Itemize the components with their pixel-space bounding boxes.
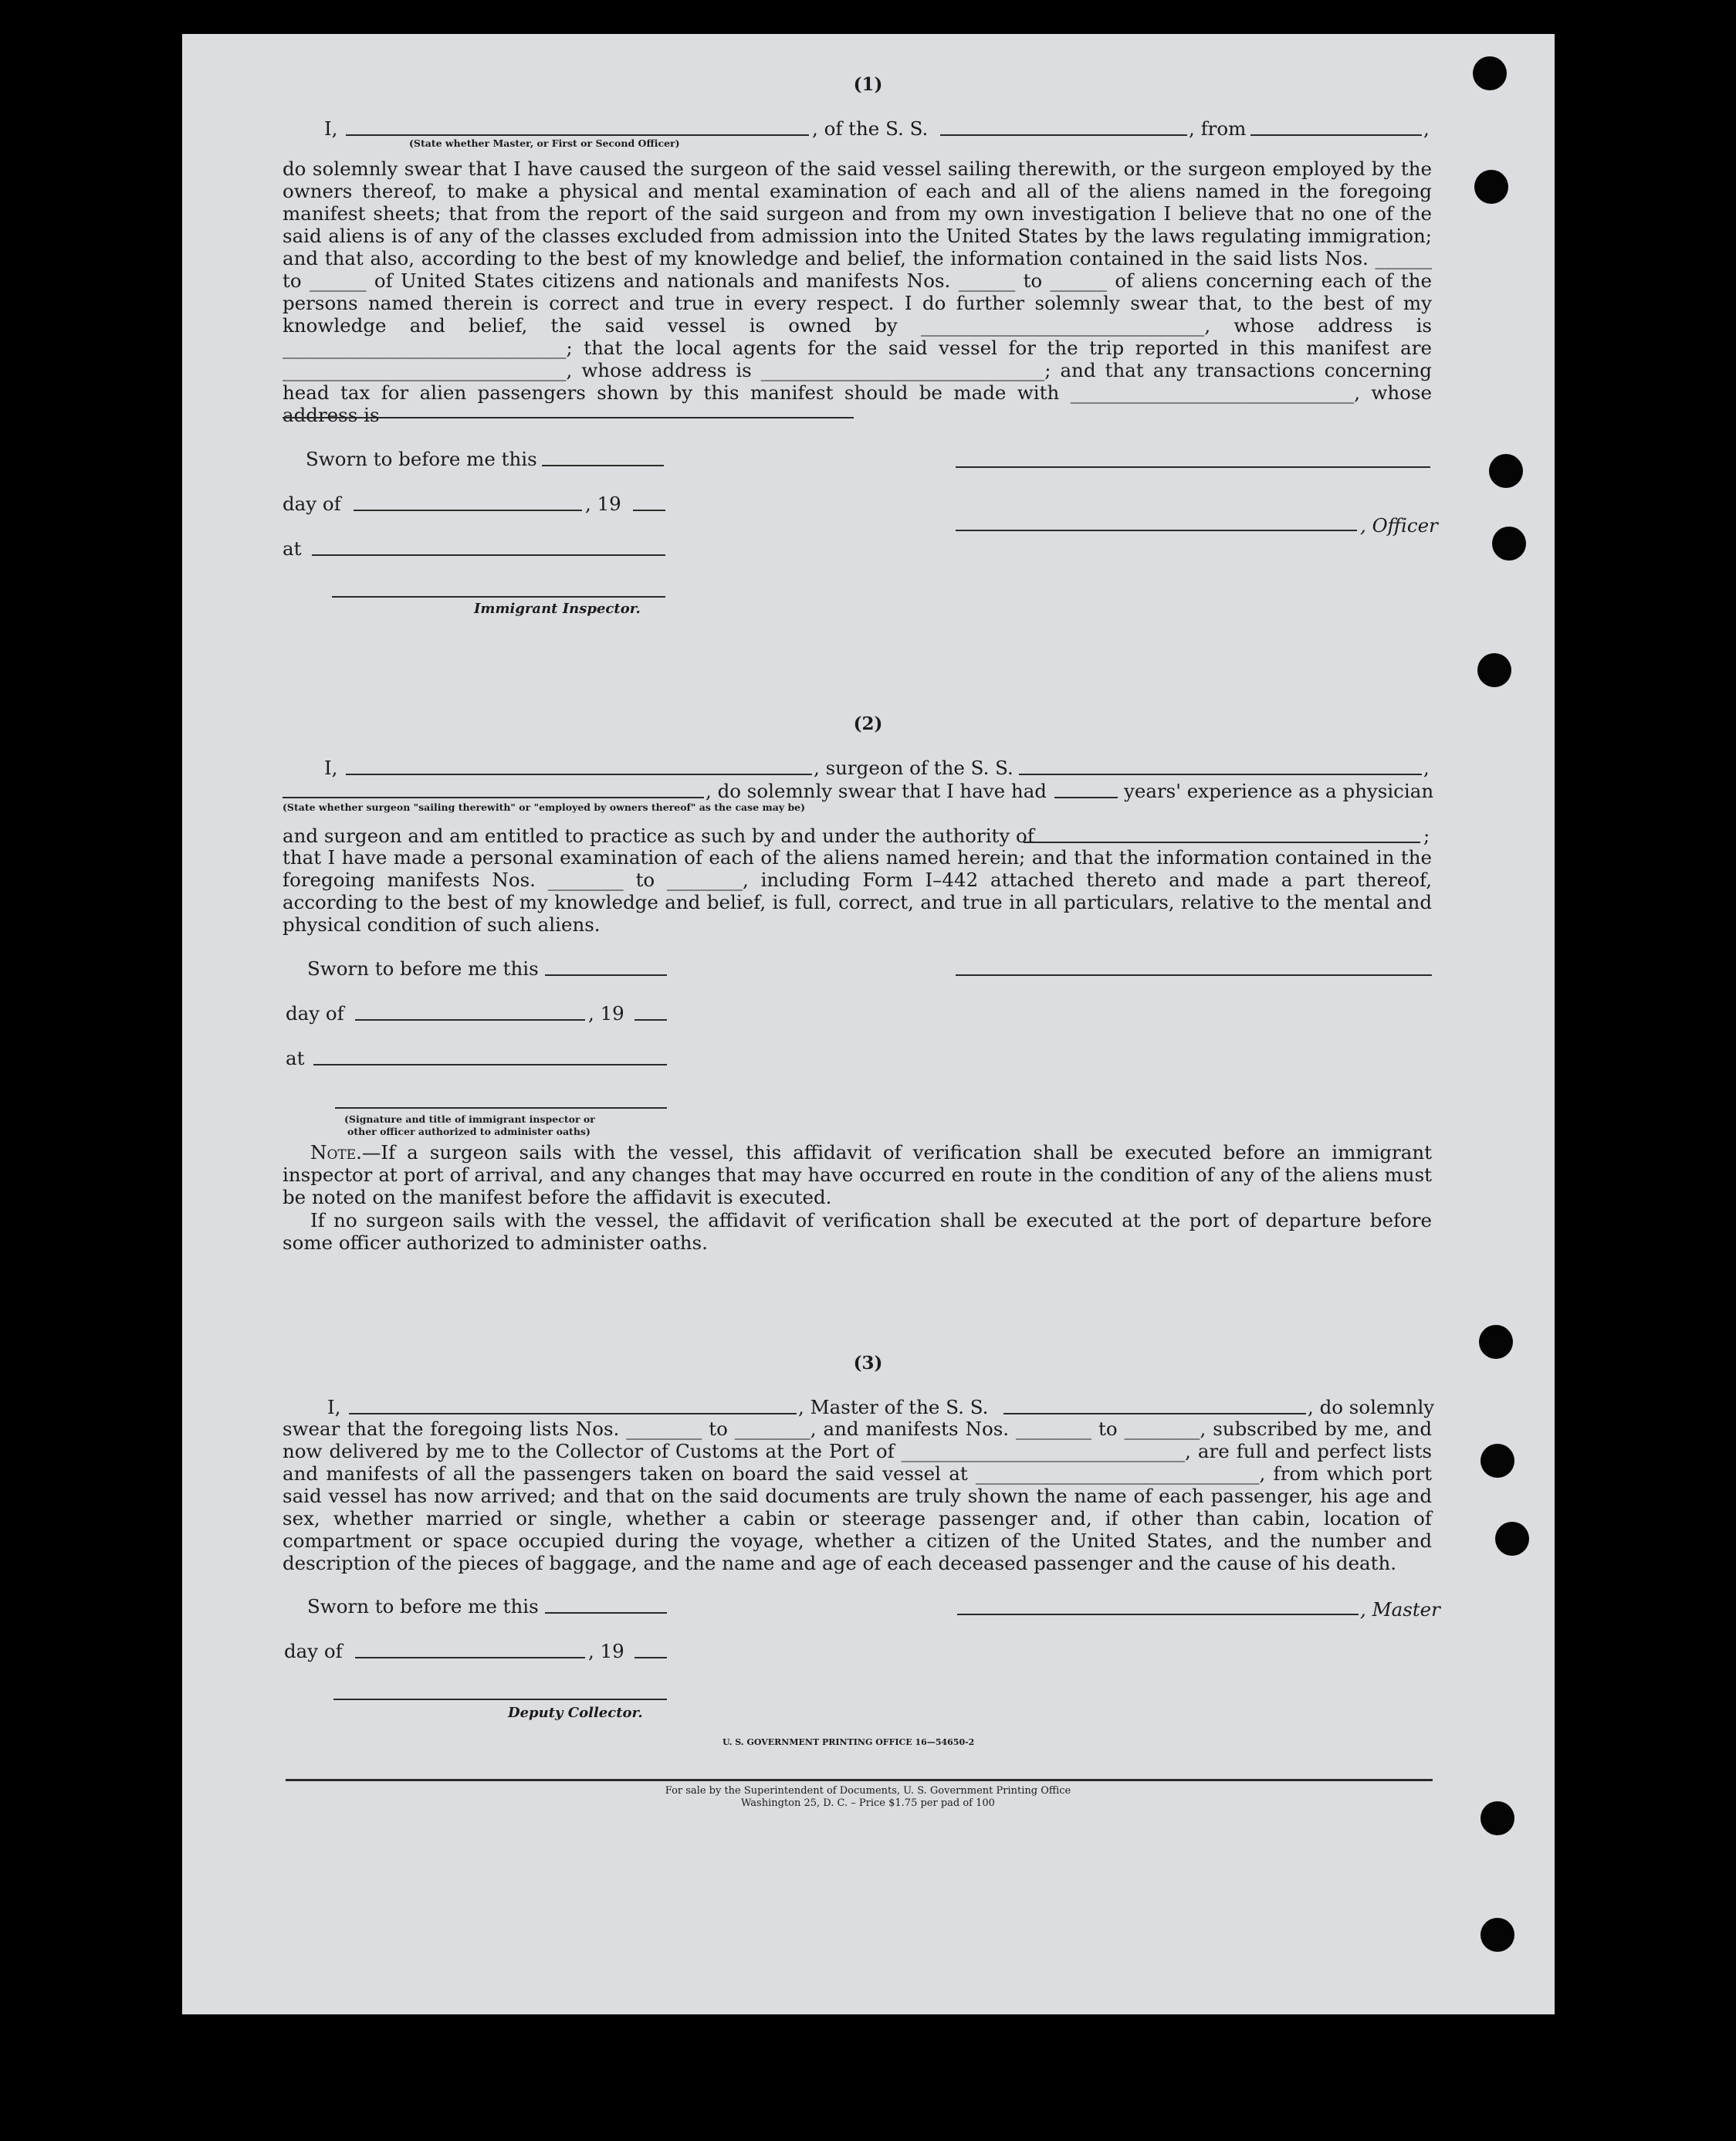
year-field-3[interactable] [635,1657,667,1658]
master-label: , Master [1360,1598,1440,1621]
deputy-collector-signature-line[interactable] [333,1699,667,1700]
sworn-label-1: Sworn to before me this [306,448,537,470]
binder-hole [1481,1444,1514,1478]
binder-hole [1481,1918,1514,1952]
officer-label: , Officer [1360,514,1438,537]
note-paragraph [283,1141,1432,1208]
note-paragraph-2: If no surgeon sails with the vessel, the affidavit of verification shall be executed at the port of departure before some officer authorized to administer oaths. [283,1209,1432,1254]
binder-hole [1495,1522,1529,1556]
deputy-collector-caption: Deputy Collector. [508,1705,643,1721]
section-1-line-end: , [1423,117,1430,140]
section-1-body: do solemnly swear that I have caused the surgeon of the said vessel sailing therewith, or the surgeon employed by the owners thereof, to make a physical and mental examination of each and all of the aliens named in the foregoing manifest sheets; that from the report of the said surgeon and from my own investigation I believe that no one of the said aliens is of any of the classes excluded from admission into the United States by the laws regulating immigration; and that also, according to the best of my knowledge and belief, the information contained in the said lists Nos. ______ to ______ of United States citizens and nationals and manifests Nos. ______ to ______ of aliens concerning each of the persons named therein is correct and true in every respect. I do further solemnly swear that, to the best of my knowledge and belief, the said vessel is owned by ______________________________, whose address is ______________________________; that the local agents for the said vessel for the trip reported in this manifest are ______________________________, whose address is ______________________________; and that any transactions concerning head tax for alien passengers shown by this manifest should be made with ______________________________, whose address is [283,158,1432,426]
binder-hole [1492,527,1526,561]
month-field-3[interactable] [355,1657,585,1658]
officer-signature-line-1[interactable] [956,466,1430,468]
section-1-i: I, [324,117,338,140]
master-signature-line[interactable] [957,1614,1359,1615]
at-place-field-2[interactable] [313,1064,667,1065]
day-of-label-3: day of [284,1640,343,1662]
day-of-label-1: day of [283,493,341,515]
officer-name-line[interactable] [956,530,1357,531]
binder-hole [1477,653,1511,687]
gpo-imprint: U. S. GOVERNMENT PRINTING OFFICE 16—54650-2 [722,1737,975,1747]
year-field-1[interactable] [633,510,665,511]
surgeon-of-ss-label: , surgeon of the S. S. [814,757,1014,779]
signature-caption-line-2: other officer authorized to administer oaths) [347,1126,591,1137]
footer-divider [286,1779,1433,1781]
immigrant-inspector-caption: Immigrant Inspector. [474,601,641,617]
binder-hole [1474,170,1508,204]
section-2-body: that I have made a personal examination of each of the aliens named herein; and that the information contained in the foregoing manifests Nos. ________ to ________, including Form I–442 attached thereto and made a part thereof, according to the best of my knowledge and belief, is full, correct, and true in all particulars, relative to the mental and physical condition of such aliens. [283,846,1432,936]
year-prefix-1: , 19 [585,493,621,515]
inspector-signature-line-2[interactable] [335,1107,667,1109]
solemnly-swear-label: , do solemnly swear that I have had [706,780,1047,802]
surgeon-signature-line[interactable] [956,974,1432,976]
at-place-field-1[interactable] [312,554,665,556]
do-solemnly-label: , do solemnly [1308,1396,1435,1418]
section-2-number: (2) [853,713,883,734]
master-name-field[interactable] [346,134,809,136]
sale-notice-line-2: Washington 25, D. C. – Price $1.75 per pad of 100 [741,1797,995,1809]
month-field-1[interactable] [354,510,582,511]
note-text: —If a surgeon sails with the vessel, this affidavit of verification shall be executed before an immigrant inspector at port of arrival, and any changes that may have occurred en route in the condition of any of the aliens must be noted on the manifest before the affidavit is executed. [283,1141,1432,1208]
year-prefix-3: , 19 [588,1640,624,1662]
section-1-number: (1) [853,74,883,95]
master-name-field-3[interactable] [349,1413,797,1414]
vessel-name-field[interactable] [940,134,1187,136]
years-experience-label: years' experience as a physician [1124,780,1434,802]
authority-field[interactable] [1024,842,1420,843]
inspector-signature-line-1[interactable] [332,596,665,598]
vessel-name-field-3[interactable] [1003,1413,1306,1414]
year-field-2[interactable] [635,1019,667,1021]
section-2-i: I, [324,757,338,779]
signature-caption-line-1: (Signature and title of immigrant inspector or [344,1113,595,1125]
surgeon-type-field[interactable] [283,797,704,798]
from-label: , from [1189,117,1247,140]
master-of-ss-label: , Master of the S. S. [798,1396,989,1418]
head-tax-address-field[interactable] [283,417,854,418]
binder-hole [1489,454,1523,488]
surgeon-vessel-field[interactable] [1019,774,1422,775]
officer-caption: (State whether Master, or First or Second Officer) [409,137,680,149]
sworn-day-field-3[interactable] [545,1612,667,1614]
year-prefix-2: , 19 [588,1002,624,1025]
section-3-number: (3) [853,1353,883,1374]
section-3-body: swear that the foregoing lists Nos. ________ to ________, and manifests Nos. ________ to ________, subscribed by me, and now delivered by me to the Collector of Customs at the Port of ______________________________, are full and perfect lists and manifests of all the passengers taken on board the said vessel at ______________________________, from which port said vessel has now arrived; and that on the said documents are truly shown the name of each passenger, his age and sex, whether married or single, whether a cabin or steerage passenger and, if other than cabin, location of compartment or space occupied during the voyage, whether a citizen of the United States, and the number and description of the pieces of baggage, and the name and age of each deceased passenger and the cause of his death. [283,1418,1432,1574]
of-the-ss-label: , of the S. S. [812,117,929,140]
sale-notice-line-1: For sale by the Superintendent of Documents, U. S. Government Printing Office [665,1785,1071,1797]
at-label-2: at [286,1047,305,1069]
section-3-i: I, [327,1396,341,1418]
surgeon-name-field[interactable] [346,774,812,775]
surgeon-caption: (State whether surgeon "sailing therewith" or "employed by owners thereof" as the case may be) [283,801,806,813]
from-port-field[interactable] [1250,134,1422,136]
sworn-day-field-1[interactable] [542,465,664,466]
authority-end: ; [1423,825,1430,847]
sworn-day-field-2[interactable] [545,974,667,976]
sworn-label-2: Sworn to before me this [307,957,539,980]
month-field-2[interactable] [355,1019,585,1021]
at-label-1: at [283,537,302,560]
note-label: Note. [310,1141,362,1164]
authority-label: and surgeon and am entitled to practice as such by and under the authority of [283,825,1034,847]
years-experience-field[interactable] [1054,797,1118,798]
section-2-line-end: , [1423,757,1430,779]
sworn-label-3: Sworn to before me this [307,1595,539,1618]
day-of-label-2: day of [286,1002,344,1025]
